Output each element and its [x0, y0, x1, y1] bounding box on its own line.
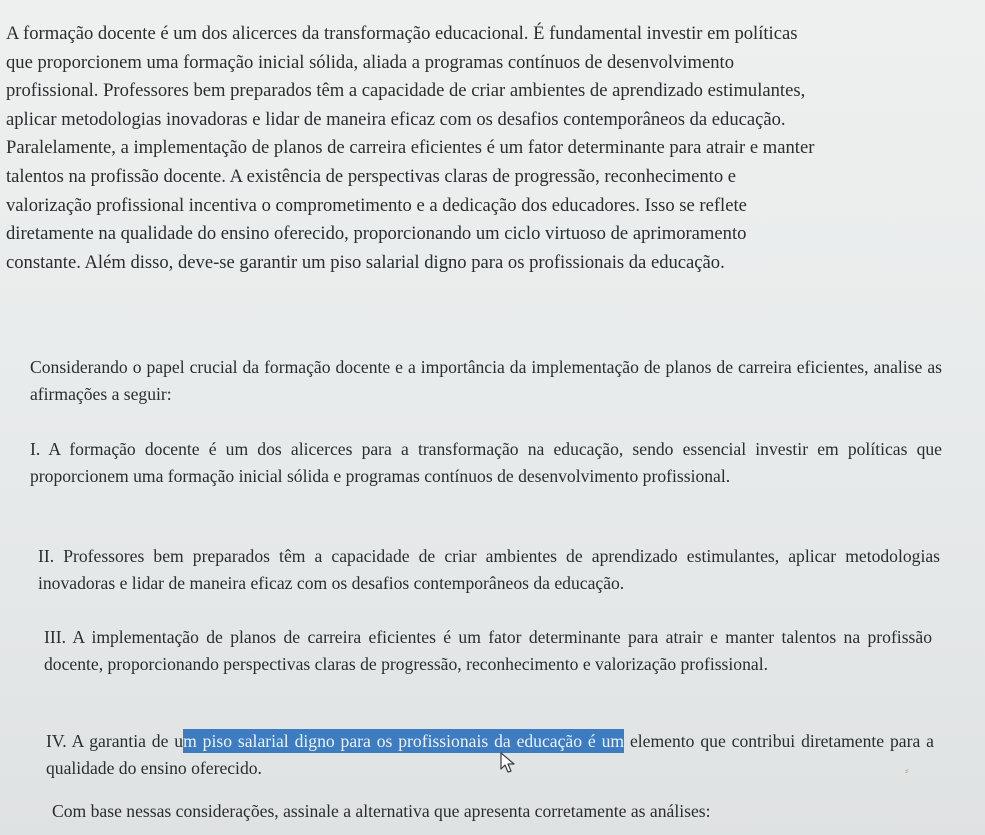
context-line: constante. Além disso, deve-se garantir um piso salarial digno para os profissionais da educação. [6, 251, 725, 273]
context-paragraph [6, 20, 966, 277]
statement-iv [46, 728, 934, 782]
statement-iii: III. A implementação de planos de carreira eficientes é um fator determinante para atrair e manter talentos na profissão docente, proporcionando perspectivas claras de progressão, reconhecimento e valorização profissional. [44, 627, 932, 674]
arrow-cursor-icon [500, 752, 518, 774]
context-line: profissional. Professores bem preparados têm a capacidade de criar ambientes de aprendizado estimulantes, [6, 80, 806, 102]
context-line: valorização profissional incentiva o comprometimento e a dedicação dos educadores. Isso se reflete [6, 194, 747, 216]
statement-iv-text-before: IV. A garantia de u [46, 731, 184, 751]
context-line: talentos na profissão docente. A existência de perspectivas claras de progressão, reconhecimento e [6, 165, 737, 187]
context-line: A formação docente é um dos alicerces da transformação educacional. É fundamental investir em políticas [6, 23, 798, 44]
answer-instruction: Com base nessas considerações, assinale a alternativa que apresenta corretamente as análises: [52, 801, 711, 821]
context-line: Paralelamente, a implementação de planos de carreira eficientes é um fator determinante para atrair e manter [6, 137, 815, 159]
context-line: que proporcionem uma formação inicial sólida, aliada a programas contínuos de desenvolvimento [6, 51, 735, 73]
statement-ii: II. Professores bem preparados têm a capacidade de criar ambientes de aprendizado estimulantes, aplicar metodologias inovadoras e lidar de maneira eficaz com os desafios contemporâneos da educação. [38, 546, 940, 593]
screen-smudge: ⸗ [905, 764, 909, 777]
statement-iv-text-after: elemento que contribui diretamente para a qualidade do ensino oferecido. [46, 731, 934, 778]
question-prompt: Considerando o papel crucial da formação docente e a importância da implementação de planos de carreira eficientes, analise as afirmações a seguir: [30, 357, 942, 404]
selected-text-highlight[interactable]: m piso salarial digno para os profissionais da educação é um [183, 731, 625, 751]
context-line: aplicar metodologias inovadoras e lidar de maneira eficaz com os desafios contemporâneos da educação. [6, 108, 786, 130]
context-line: diretamente na qualidade do ensino oferecido, proporcionando um ciclo virtuoso de aprimoramento [6, 223, 747, 245]
statement-i: I. A formação docente é um dos alicerces para a transformação na educação, sendo essencial investir em políticas que proporcionem uma formação inicial sólida e programas contínuos de desenvolvimento profissional. [30, 439, 942, 486]
